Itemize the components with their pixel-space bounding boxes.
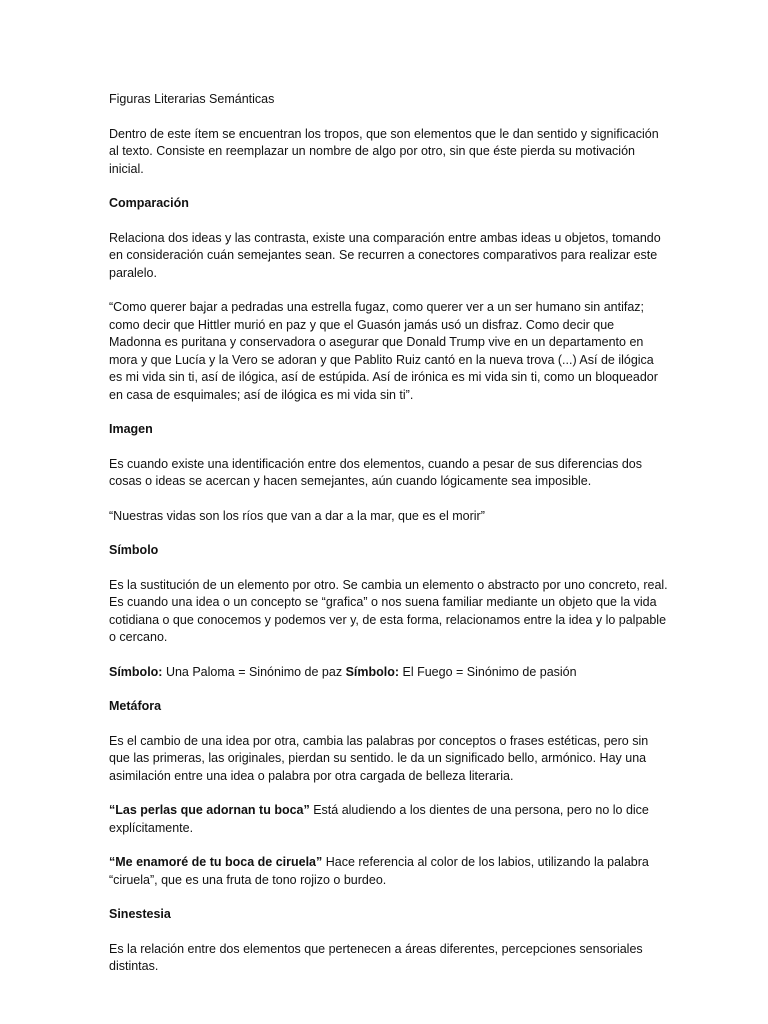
- simbolo-label-2: Símbolo:: [345, 664, 400, 679]
- comparacion-body: Relaciona dos ideas y las contrasta, existe una comparación entre ambas ideas u objetos, tomando en consideración cuán semejantes sean. Se recurren a conectores comparativos para realizar este paralelo.: [109, 230, 661, 280]
- heading-metafora: Metáfora: [109, 699, 162, 713]
- imagen-body: Es cuando existe una identificación entre dos elementos, cuando a pesar de sus diferencias dos cosas o ideas se acercan y hacen semejantes, aún cuando lógicamente sea imposible.: [109, 456, 642, 488]
- imagen-example: “Nuestras vidas son los ríos que van a dar a la mar, que es el morir”: [109, 508, 485, 523]
- simbolo-body: Es la sustitución de un elemento por otro. Se cambia un elemento o abstracto por uno concreto, real. Es cuando una idea o un concepto se “grafica” o nos suena familiar mediante un objeto que la vida cotidiana o que conocemos y podemos ver y, de esta forma, relacionamos entre la idea y lo palpable o cercano.: [109, 577, 668, 644]
- heading-sinestesia: Sinestesia: [109, 907, 171, 921]
- metafora-example-1: [109, 802, 668, 837]
- heading-imagen: Imagen: [109, 422, 153, 436]
- heading-comparacion: Comparación: [109, 196, 189, 210]
- document-title: Figuras Literarias Semánticas: [109, 92, 275, 106]
- metafora-text-1: Está aludiendo a los dientes de una persona, pero no lo dice explícitamente.: [109, 803, 649, 835]
- comparacion-example: “Como querer bajar a pedradas una estrella fugaz, como querer ver a un ser humano sin antifaz; como decir que Hittler murió en paz y que el Guasón jamás usó un disfraz. Como decir que Madonna es puritana y conservadora o asegurar que Donald Trump vive en un departamento en mora y que Lucía y la Vero se adoran y que Pablito Ruiz cantó en la nueva trova (...) Así de ilógica es mi vida sin ti, así de ilógica, así de estúpida. Así de irónica es mi vida sin ti, como un bloqueador en casa de esquimales; así de ilógica es mi vida sin ti”.: [109, 300, 658, 402]
- simbolo-examples: [109, 664, 668, 682]
- simbolo-text-2: El Fuego = Sinónimo de pasión: [399, 664, 577, 679]
- metafora-quote-2: “Me enamoré de tu boca de ciruela”: [109, 855, 323, 869]
- metafora-example-2: [109, 854, 668, 889]
- metafora-body: Es el cambio de una idea por otra, cambia las palabras por conceptos o frases estéticas, pero sin que las primeras, las originales, pierdan su sentido. le da un significado bello, armónico. Hay una asimilación entre una idea o palabra por otra cargada de belleza literaria.: [109, 733, 649, 783]
- heading-simbolo: Símbolo: [109, 543, 159, 557]
- simbolo-text-1: Una Paloma = Sinónimo de paz: [162, 664, 346, 679]
- metafora-quote-1: “Las perlas que adornan tu boca”: [109, 803, 310, 817]
- intro-paragraph: Dentro de este ítem se encuentran los tropos, que son elementos que le dan sentido y significación al texto. Consiste en reemplazar un nombre de algo por otro, sin que éste pierda su motivación inicial.: [109, 126, 659, 176]
- metafora-text-2: Hace referencia al color de los labios, utilizando la palabra “ciruela”, que es una fruta de tono rojizo o burdeo.: [109, 855, 649, 887]
- simbolo-label-1: Símbolo:: [109, 664, 163, 679]
- sinestesia-body: Es la relación entre dos elementos que pertenecen a áreas diferentes, percepciones sensoriales distintas.: [109, 941, 643, 973]
